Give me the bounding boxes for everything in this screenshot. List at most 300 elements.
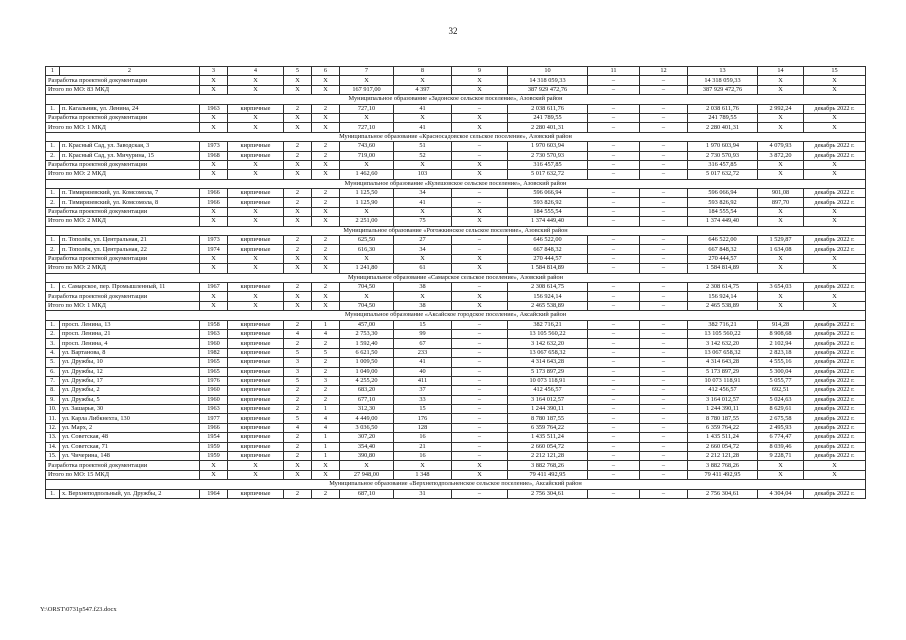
table-cell: 387 929 472,76 — [508, 85, 588, 94]
table-cell: – — [588, 151, 640, 160]
table-cell: 3 164 012,57 — [508, 395, 588, 404]
table-cell: – — [452, 489, 508, 498]
table-cell: X — [804, 470, 866, 479]
table-cell: 33 — [394, 395, 452, 404]
table-cell: X — [340, 461, 394, 470]
table-cell: 692,51 — [758, 386, 804, 395]
table-cell: – — [452, 329, 508, 338]
table-cell: X — [312, 254, 340, 263]
table-cell: 1965 — [200, 358, 228, 367]
table-cell: X — [312, 160, 340, 169]
table-cell: X — [284, 170, 312, 179]
summary-label: Разработка проектной документации — [46, 207, 200, 216]
table-cell: 1 049,00 — [340, 367, 394, 376]
table-cell: 683,20 — [340, 386, 394, 395]
summary-row — [46, 85, 866, 94]
table-cell: – — [588, 189, 640, 198]
table-cell: X — [452, 160, 508, 169]
table-cell: 2 308 614,75 — [508, 282, 588, 291]
table-cell: 16 — [394, 452, 452, 461]
table-cell: 743,60 — [340, 142, 394, 151]
table-cell: X — [452, 461, 508, 470]
table-cell: 1 244 390,11 — [688, 405, 758, 414]
table-cell: 4 314 643,28 — [688, 358, 758, 367]
summary-row — [46, 217, 866, 226]
table-cell: 6 359 764,22 — [688, 423, 758, 432]
column-number: 12 — [640, 67, 688, 76]
address-cell: п. Тополёк, ул. Центральная, 22 — [60, 245, 200, 254]
table-cell: 307,20 — [340, 433, 394, 442]
table-cell: 1973 — [200, 236, 228, 245]
table-cell: X — [452, 170, 508, 179]
table-cell: X — [804, 113, 866, 122]
table-cell: 616,30 — [340, 245, 394, 254]
summary-row — [46, 76, 866, 85]
table-cell: X — [394, 254, 452, 263]
table-cell: X — [200, 160, 228, 169]
table-cell: – — [588, 254, 640, 263]
table-cell: X — [394, 160, 452, 169]
table-cell: X — [200, 217, 228, 226]
table-cell: 9 228,71 — [758, 452, 804, 461]
table-cell: 99 — [394, 329, 452, 338]
table-cell: X — [284, 76, 312, 85]
table-cell: 354,40 — [340, 442, 394, 451]
summary-label: Разработка проектной документации — [46, 292, 200, 301]
table-cell: декабрь 2022 г. — [804, 236, 866, 245]
summary-label: Разработка проектной документации — [46, 76, 200, 85]
table-cell: – — [588, 123, 640, 132]
table-cell: 719,00 — [340, 151, 394, 160]
table-cell: 27 — [394, 236, 452, 245]
table-cell: 5 — [284, 376, 312, 385]
table-cell: X — [312, 123, 340, 132]
table-cell: кирпичные — [228, 348, 284, 357]
table-cell: X — [284, 301, 312, 310]
table-cell: 31 — [394, 489, 452, 498]
table-row — [46, 442, 866, 451]
table-cell: X — [200, 85, 228, 94]
table-cell: 14 318 059,33 — [508, 76, 588, 85]
table-cell: 14 318 059,33 — [688, 76, 758, 85]
table-cell: X — [200, 123, 228, 132]
table-cell: – — [640, 254, 688, 263]
table-cell: 1982 — [200, 348, 228, 357]
table-cell: – — [588, 245, 640, 254]
address-cell: п. Красный Сад, ул. Заводская, 3 — [60, 142, 200, 151]
table-row — [46, 395, 866, 404]
table-cell: X — [228, 85, 284, 94]
table-cell: 1966 — [200, 189, 228, 198]
table-cell: 2 — [312, 367, 340, 376]
table-cell: – — [640, 376, 688, 385]
column-number: 1 — [46, 67, 60, 76]
table-cell: 5 — [312, 348, 340, 357]
table-cell: 4 304,04 — [758, 489, 804, 498]
table-cell: декабрь 2022 г. — [804, 376, 866, 385]
table-cell: 1960 — [200, 339, 228, 348]
table-cell: 667 848,32 — [688, 245, 758, 254]
address-cell: ул. Дружбы, 2 — [60, 386, 200, 395]
table-cell: X — [394, 461, 452, 470]
table-cell: – — [452, 423, 508, 432]
table-cell: – — [452, 405, 508, 414]
table-cell: X — [394, 76, 452, 85]
table-cell: – — [640, 395, 688, 404]
table-cell: 4 314 643,28 — [508, 358, 588, 367]
table-cell: 1. — [46, 489, 60, 498]
table-cell: 2 756 304,61 — [688, 489, 758, 498]
table-cell: декабрь 2022 г. — [804, 423, 866, 432]
table-cell: 8 039,46 — [758, 442, 804, 451]
address-cell: ул. Дружбы, 5 — [60, 395, 200, 404]
table-cell: – — [452, 358, 508, 367]
table-cell: X — [758, 470, 804, 479]
table-cell: – — [588, 76, 640, 85]
table-cell: 176 — [394, 414, 452, 423]
table-cell: декабрь 2022 г. — [804, 367, 866, 376]
table-cell: кирпичные — [228, 358, 284, 367]
table-cell: – — [640, 320, 688, 329]
table-cell: 596 066,94 — [508, 189, 588, 198]
table-cell: 4 397 — [394, 85, 452, 94]
table-cell: 2 — [284, 433, 312, 442]
table-cell: 382 716,21 — [688, 320, 758, 329]
table-cell: декабрь 2022 г. — [804, 358, 866, 367]
table-cell: – — [640, 217, 688, 226]
summary-label: Разработка проектной документации — [46, 461, 200, 470]
table-cell: – — [640, 160, 688, 169]
table-cell: X — [452, 207, 508, 216]
table-cell: декабрь 2022 г. — [804, 339, 866, 348]
table-cell: – — [588, 113, 640, 122]
table-cell: кирпичные — [228, 339, 284, 348]
table-cell: 2 — [312, 489, 340, 498]
table-cell: 914,28 — [758, 320, 804, 329]
table-cell: 2 992,24 — [758, 104, 804, 113]
table-cell: 412 456,57 — [508, 386, 588, 395]
table-cell: 2 675,58 — [758, 414, 804, 423]
table-cell: – — [452, 452, 508, 461]
table-cell: декабрь 2022 г. — [804, 198, 866, 207]
table-cell: X — [228, 264, 284, 273]
table-cell: – — [640, 85, 688, 94]
table-cell: 5 300,04 — [758, 367, 804, 376]
table-cell: кирпичные — [228, 151, 284, 160]
table-cell: 15. — [46, 452, 60, 461]
table-cell: 2 — [284, 142, 312, 151]
table-cell: – — [452, 151, 508, 160]
summary-row — [46, 264, 866, 273]
table-cell: 2 308 614,75 — [688, 282, 758, 291]
table-cell: 270 444,57 — [508, 254, 588, 263]
column-number: 10 — [508, 67, 588, 76]
table-cell: 61 — [394, 264, 452, 273]
column-number: 6 — [312, 67, 340, 76]
table-cell: – — [640, 292, 688, 301]
table-cell: 3 164 012,57 — [688, 395, 758, 404]
table-cell: X — [284, 292, 312, 301]
table-cell: – — [588, 339, 640, 348]
table-cell: 1. — [46, 104, 60, 113]
table-cell: 457,00 — [340, 320, 394, 329]
table-cell: 593 826,92 — [508, 198, 588, 207]
table-cell: 2 — [312, 189, 340, 198]
summary-row — [46, 301, 866, 310]
table-cell: X — [228, 470, 284, 479]
table-cell: 1967 — [200, 282, 228, 291]
table-cell: – — [640, 358, 688, 367]
table-cell: 2 — [312, 236, 340, 245]
table-cell: 3 882 768,26 — [688, 461, 758, 470]
table-cell: 1 — [312, 320, 340, 329]
summary-label: Разработка проектной документации — [46, 254, 200, 263]
table-cell: 2 753,30 — [340, 329, 394, 338]
table-cell: 13 105 560,22 — [688, 329, 758, 338]
file-path-footer: Y:\ORST\0731p547.f23.docx — [40, 606, 117, 613]
table-cell: – — [640, 76, 688, 85]
table-cell: 8. — [46, 386, 60, 395]
table-cell: – — [588, 452, 640, 461]
table-cell: 41 — [394, 358, 452, 367]
table-cell: – — [588, 282, 640, 291]
table-cell: декабрь 2022 г. — [804, 452, 866, 461]
table-cell: 2 038 611,76 — [508, 104, 588, 113]
table-cell: – — [640, 301, 688, 310]
table-cell: X — [312, 76, 340, 85]
table-row — [46, 198, 866, 207]
table-cell: – — [452, 236, 508, 245]
column-number: 4 — [228, 67, 284, 76]
table-cell: – — [452, 376, 508, 385]
table-cell: 2 465 538,89 — [508, 301, 588, 310]
table-cell: 596 066,94 — [688, 189, 758, 198]
table-cell: X — [452, 85, 508, 94]
table-row — [46, 423, 866, 432]
table-cell: 727,10 — [340, 104, 394, 113]
address-cell: ул. Зашарья, 30 — [60, 405, 200, 414]
table-cell: 1963 — [200, 104, 228, 113]
column-number-row — [46, 67, 866, 76]
table-cell: 1 529,87 — [758, 236, 804, 245]
table-cell: 5 — [284, 348, 312, 357]
summary-row — [46, 470, 866, 479]
table-cell: 1954 — [200, 433, 228, 442]
table-cell: 27 948,00 — [340, 470, 394, 479]
table-cell: – — [588, 376, 640, 385]
table-cell: 3 872,20 — [758, 151, 804, 160]
table-cell: 2 — [312, 282, 340, 291]
table-row — [46, 320, 866, 329]
table-cell: 2 465 538,89 — [688, 301, 758, 310]
table-cell: X — [452, 264, 508, 273]
column-number: 11 — [588, 67, 640, 76]
table-cell: 4 555,16 — [758, 358, 804, 367]
table-cell: декабрь 2022 г. — [804, 386, 866, 395]
address-cell: ул. Чичерина, 148 — [60, 452, 200, 461]
table-cell: – — [640, 123, 688, 132]
table-cell: 2 — [284, 189, 312, 198]
table-cell: кирпичные — [228, 245, 284, 254]
table-cell: – — [588, 160, 640, 169]
address-cell: п. Красный Сад, ул. Мичурина, 15 — [60, 151, 200, 160]
table-cell: 2 — [284, 386, 312, 395]
table-cell: – — [452, 245, 508, 254]
table-cell: X — [228, 254, 284, 263]
table-cell: – — [640, 489, 688, 498]
table-row — [46, 329, 866, 338]
table-cell: 1 241,80 — [340, 264, 394, 273]
summary-row — [46, 123, 866, 132]
table-cell: 646 522,00 — [508, 236, 588, 245]
section-title: Муниципальное образование «Кулешовское сельское поселение», Азовский район — [46, 179, 866, 188]
table-cell: X — [312, 461, 340, 470]
table-cell: 2 — [284, 282, 312, 291]
table-cell: X — [758, 264, 804, 273]
table-cell: 128 — [394, 423, 452, 432]
table-cell: 1968 — [200, 151, 228, 160]
address-cell: ул. Вартанова, 8 — [60, 348, 200, 357]
register-table — [45, 66, 866, 499]
summary-row — [46, 292, 866, 301]
table-cell: кирпичные — [228, 452, 284, 461]
table-cell: X — [284, 123, 312, 132]
table-cell: 2 660 054,72 — [688, 442, 758, 451]
table-cell: 10 073 118,91 — [508, 376, 588, 385]
table-cell: – — [588, 395, 640, 404]
section-title: Муниципальное образование «Самарское сельское поселение», Азовский район — [46, 273, 866, 282]
table-cell: – — [640, 461, 688, 470]
table-cell: кирпичные — [228, 395, 284, 404]
table-cell: X — [804, 264, 866, 273]
table-cell: 1 — [312, 452, 340, 461]
table-cell: 2 — [312, 386, 340, 395]
table-cell: X — [452, 123, 508, 132]
table-cell: 9. — [46, 395, 60, 404]
table-cell: 5 017 632,72 — [688, 170, 758, 179]
address-cell: ул. Дружбы, 10 — [60, 358, 200, 367]
address-cell: ул. Марх, 2 — [60, 423, 200, 432]
table-cell: – — [640, 245, 688, 254]
table-cell: 1964 — [200, 489, 228, 498]
table-cell: 184 555,54 — [688, 207, 758, 216]
table-cell: 34 — [394, 245, 452, 254]
table-cell: декабрь 2022 г. — [804, 104, 866, 113]
table-cell: 3 — [284, 358, 312, 367]
table-cell: X — [200, 76, 228, 85]
table-cell: 2 — [284, 395, 312, 404]
table-cell: 1 462,60 — [340, 170, 394, 179]
table-cell: – — [640, 170, 688, 179]
summary-row — [46, 254, 866, 263]
table-cell: 1. — [46, 236, 60, 245]
column-number: 9 — [452, 67, 508, 76]
table-cell: 156 924,14 — [688, 292, 758, 301]
table-cell: – — [588, 358, 640, 367]
table-cell: декабрь 2022 г. — [804, 142, 866, 151]
table-cell: – — [588, 348, 640, 357]
table-cell: X — [312, 207, 340, 216]
column-number: 14 — [758, 67, 804, 76]
table-cell: X — [284, 254, 312, 263]
table-cell: 2 — [312, 339, 340, 348]
table-cell: 6 359 764,22 — [508, 423, 588, 432]
table-cell: 6. — [46, 367, 60, 376]
summary-label: Разработка проектной документации — [46, 113, 200, 122]
table-cell: X — [452, 254, 508, 263]
table-cell: X — [758, 160, 804, 169]
table-cell: X — [758, 292, 804, 301]
table-cell: 4 — [284, 423, 312, 432]
table-cell: 2 212 121,28 — [688, 452, 758, 461]
table-cell: X — [804, 123, 866, 132]
table-cell: – — [452, 442, 508, 451]
address-cell: п. Тимирязевский, ул. Комсомола, 8 — [60, 198, 200, 207]
table-cell: 1977 — [200, 414, 228, 423]
table-cell: 2 — [312, 198, 340, 207]
table-cell: – — [452, 104, 508, 113]
table-cell: – — [640, 470, 688, 479]
table-cell: – — [588, 170, 640, 179]
table-cell: 1 009,50 — [340, 358, 394, 367]
table-cell: 727,10 — [340, 123, 394, 132]
table-cell: X — [394, 292, 452, 301]
table-cell: кирпичные — [228, 236, 284, 245]
table-cell: 241 789,55 — [508, 113, 588, 122]
table-cell: – — [588, 207, 640, 216]
table-cell: кирпичные — [228, 142, 284, 151]
table-cell: – — [588, 423, 640, 432]
table-cell: 667 848,32 — [508, 245, 588, 254]
summary-label: Итого по МО: 83 МКД — [46, 85, 200, 94]
table-cell: X — [804, 217, 866, 226]
table-cell: 1 — [312, 433, 340, 442]
summary-row — [46, 461, 866, 470]
table-cell: 1 244 390,11 — [508, 405, 588, 414]
address-cell: с. Самарское, пер. Промышленный, 11 — [60, 282, 200, 291]
table-cell: 2 — [284, 104, 312, 113]
table-cell: – — [588, 104, 640, 113]
table-cell: – — [640, 282, 688, 291]
table-cell: 2 102,94 — [758, 339, 804, 348]
table-cell: кирпичные — [228, 367, 284, 376]
section-header-row — [46, 273, 866, 282]
table-cell: – — [588, 470, 640, 479]
table-cell: 2 — [284, 236, 312, 245]
table-cell: 1966 — [200, 198, 228, 207]
table-cell: X — [452, 470, 508, 479]
table-cell: X — [312, 217, 340, 226]
table-cell: 316 457,85 — [508, 160, 588, 169]
table-cell: 1. — [46, 320, 60, 329]
table-cell: 2 — [312, 245, 340, 254]
table-cell: декабрь 2022 г. — [804, 395, 866, 404]
table-cell: 13 067 658,32 — [688, 348, 758, 357]
table-cell: X — [758, 85, 804, 94]
section-title: Муниципальное образование «Красносадовское сельское поселение», Азовский район — [46, 132, 866, 141]
table-cell: 5 017 632,72 — [508, 170, 588, 179]
table-cell: декабрь 2022 г. — [804, 151, 866, 160]
table-cell: X — [284, 217, 312, 226]
summary-label: Итого по МО: 1 МКД — [46, 123, 200, 132]
address-cell: просп. Ленина, 4 — [60, 339, 200, 348]
table-cell: 3. — [46, 339, 60, 348]
table-cell: X — [340, 292, 394, 301]
table-cell: декабрь 2022 г. — [804, 442, 866, 451]
table-cell: X — [452, 217, 508, 226]
table-cell: 1. — [46, 142, 60, 151]
table-cell: X — [284, 470, 312, 479]
